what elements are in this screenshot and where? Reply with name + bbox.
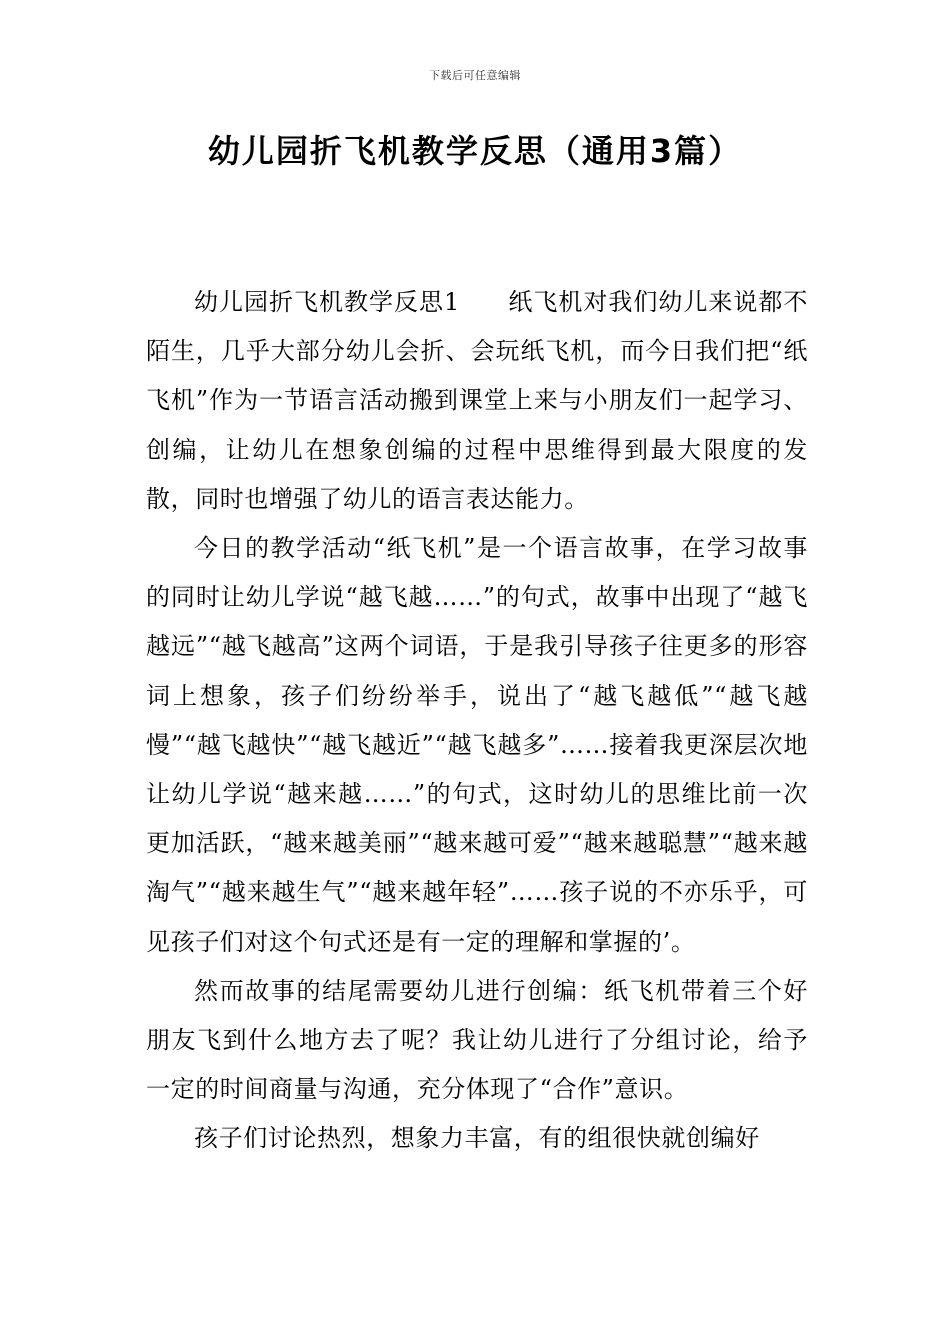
document-body: [146, 278, 808, 1164]
header-note: 下载后可任意编辑: [429, 69, 521, 82]
paragraph-3: 然而故事的结尾需要幼儿进行创编：纸飞机带着三个好朋友飞到什么地方去了呢？我让幼儿进行了分组讨论，给予一定的时间商量与沟通，充分体现了“合作”意识。: [146, 976, 808, 1104]
section-heading: 幼儿园折飞机教学反思1: [194, 288, 460, 316]
document-title: 幼儿园折飞机教学反思（通用3篇）: [207, 132, 743, 170]
paragraph-4: 孩子们讨论热烈，想象力丰富，有的组很快就创编好: [194, 1124, 760, 1153]
paragraph-1: [146, 278, 808, 524]
paragraph-1-text: 纸飞机对我们幼儿来说都不陌生，几乎大部分幼儿会折、会玩纸飞机，而今日我们把“纸飞机”作为一节语言活动搬到课堂上来与小朋友们一起学习、创编，让幼儿在想象创编的过程中思维得到最大限度的发散，同时也增强了幼儿的语言表达能力。: [146, 288, 809, 513]
paragraph-2: 今日的教学活动“纸飞机”是一个语言故事，在学习故事的同时让幼儿学说“越飞越……”的句式，故事中出现了“越飞越远”“越飞越高”这两个词语，于是我引导孩子往更多的形容词上想象，孩子们纷纷举手，说出了“越飞越低”“越飞越慢”“越飞越快”“越飞越近”“越飞越多”……接着我更深层次地让幼儿学说“越来越……”的句式，这时幼儿的思维比前一次更加活跃，“越来越美丽”“越来越可爱”“越来越聪慧”“越来越淘气”“越来越生气”“越来越年轻”……孩子说的不亦乐乎，可见孩子们对这个句式还是有一定的理解和掌握的’。: [146, 534, 808, 956]
